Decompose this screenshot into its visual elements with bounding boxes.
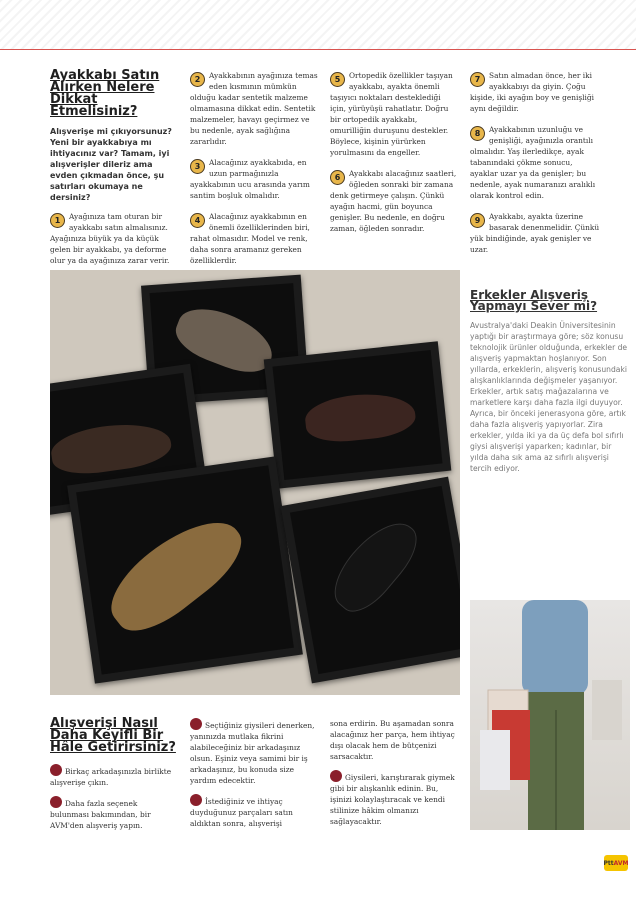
tip-7	[470, 70, 600, 114]
shoe-box	[281, 477, 460, 684]
tip-number: 9	[470, 213, 485, 228]
tip-text: Ortopedik özellikler taşıyan ayakkabı, ayakta önemli taşıyıcı noktaları desteklediği için, yürüyüşü rahatlatır. Doğru bir ortopedik ayakkabı, omurilliğin duruşunu destekler. Böylece, kişinin yürürken yorulmasını da engeller.	[330, 71, 453, 157]
tip-text: Ayakkabının uzunluğu ve genişliği, ayağınızla orantılı olmalıdır. Yaş ilerledikçe, ayak tabanındaki çökme sonucu, ayaklar uzar ya da genişler; bu nedenle, ayak numaranızı aralıklı olarak kontrol edin.	[470, 125, 596, 200]
tip-text: Alacağınız ayakkabıda, en uzun parmağınızla ayakkabının ucu arasında yarım santim boşluk olmalıdır.	[190, 158, 310, 200]
tip-number: 8	[470, 126, 485, 141]
sidebar-article	[470, 290, 630, 474]
man-shopping-photo	[470, 600, 630, 830]
pttavm-logo: Ptt AVM	[604, 855, 628, 871]
tip-number: 4	[190, 213, 205, 228]
tip-5	[330, 70, 458, 158]
sidebar-heading: Erkekler Alışveriş Yapmayı Sever mi?	[470, 288, 598, 313]
shoe-box	[67, 456, 303, 683]
tip-number: 5	[330, 72, 345, 87]
main-heading: Ayakkabı Satın Alırken Nelere Dikkat Etmelisiniz?	[50, 68, 160, 119]
column-1	[50, 70, 178, 276]
tip-9	[470, 211, 600, 255]
tip-8	[470, 124, 600, 201]
tip-number: 1	[50, 213, 65, 228]
bottom-tip: Daha fazla seçenek bulunması bakımından, bir AVM'den alışveriş yapın.	[50, 796, 178, 831]
shopping-bag-icon	[190, 794, 202, 806]
tip-3	[190, 157, 318, 201]
bottom-tip: sona erdirin. Bu aşamadan sonra alacağınız her parça, hem ihtiyaç dışı olacak hem de bütçenizi sarsacaktır.	[330, 719, 455, 761]
tip-1	[50, 211, 178, 266]
tip-text: Ayakkabı alacağınız saatleri, öğleden sonraki bir zamana denk getirmeye çalışın. Çünkü ayağın hacmi, gün boyunca genişler. Bu nedenle, en doğru zaman, öğleden sonradır.	[330, 169, 457, 233]
tip-number: 3	[190, 159, 205, 174]
tip-text: Satın almadan önce, her iki ayakkabıyı da giyin. Çoğu kişide, iki ayağın boy ve genişliği aynı değildir.	[470, 71, 594, 113]
bottom-tip: Giysileri, karıştırarak giymek gibi bir alışkanlık edinin. Bu, işinizi kolaylaştıracak ve kendi stilinize hâkim olmanızı sağlayacaktır.	[330, 770, 458, 827]
tip-number: 6	[330, 170, 345, 185]
bottom-col-1	[50, 718, 178, 839]
man-illustration	[470, 600, 630, 830]
tip-text: Ayakkabı, ayakta üzerine basarak denenmelidir. Çünkü yük bindiğinde, ayak genişler ve uzar.	[470, 212, 600, 254]
sidebar-text: Avustralya'daki Deakin Üniversitesinin yaptığı bir araştırmaya göre; söz konusu teknolojik ürünler olduğunda, erkekler de alışveriş yapmaktan hoşlanıyor. Son yıllarda, erkeklerin, alışveriş konusundaki alışkanlıklarında değişmeler yaşanıyor. Erkekler, artık satış mağazalarına ve marketlere karşı daha fazla ilgi duyuyor. Ayrıca, bir önceki jenerasyona göre, artık daha fazla alışveriş yapıyorlar. Zira erkekler, yılda iki ya da üç defa bol sıfırlı giysi alışverişi yaparken; kadınlar, bir yılda daha sık ama az sıfırlı alışverişi tercih ediyor.	[470, 321, 628, 473]
column-4	[470, 70, 600, 265]
shoe-box	[264, 341, 452, 489]
tip-number: 7	[470, 72, 485, 87]
column-3	[330, 70, 458, 244]
top-pattern-band	[0, 0, 636, 50]
shopping-bag-icon	[190, 718, 202, 730]
tip-2	[190, 70, 318, 147]
shopping-bag-icon	[50, 764, 62, 776]
tip-4	[190, 211, 318, 266]
intro-lead: Alışverişe mi çıkıyorsunuz? Yeni bir ayakkabıya mı ihtiyacınız var? Tamam, iyi alışverişler dileriz ama evden çıkmadan önce, şu satırları okumaya ne dersiniz?	[50, 127, 172, 202]
bottom-tip: Seçtiğiniz giysileri denerken, yanınızda mutlaka fikrini alabileceğiniz bir arkadaşınız olsun. Eşiniz veya samimi bir iş arkadaşınız, bu konuda size yardım edecektir.	[190, 718, 318, 786]
top-divider	[0, 49, 636, 50]
bottom-col-2	[190, 718, 318, 837]
bottom-col-3	[330, 718, 458, 835]
bottom-tip: İstediğiniz ve ihtiyaç duyduğunuz parçaları satın aldıktan sonra, alışverişi	[190, 794, 318, 829]
bottom-heading: Alışverişi Nasıl Daha Keyifli Bir Hâle Getirirsiniz?	[50, 716, 176, 755]
column-2	[190, 70, 318, 276]
tip-number: 2	[190, 72, 205, 87]
tip-text: Alacağınız ayakkabının en önemli özelliklerinden biri, rahat olmasıdır. Model ve renk, daha sonra aramanız gereken özelliklerdir.	[190, 212, 310, 265]
tip-6	[330, 168, 458, 234]
shopping-bag-icon	[50, 796, 62, 808]
tip-text: Ayakkabının ayağınıza temas eden kısmının mümkün olduğu kadar sentetik malzeme olmamasına dikkat edin. Sentetik malzemeler, havayı geçirmez ve bu nedenle, ayak sağlığına zararlıdır.	[190, 71, 318, 146]
bottom-tip: Birkaç arkadaşınızla birlikte alışverişe çıkın.	[50, 764, 178, 788]
shoe-boxes-photo	[50, 270, 460, 695]
tip-text: Ayağınıza tam oturan bir ayakkabı satın almalısınız. Ayağınıza büyük ya da küçük gelen bir ayakkabı, ya deforme olur ya da ayağınıza zarar verir.	[50, 212, 170, 265]
shopping-bag-icon	[330, 770, 342, 782]
